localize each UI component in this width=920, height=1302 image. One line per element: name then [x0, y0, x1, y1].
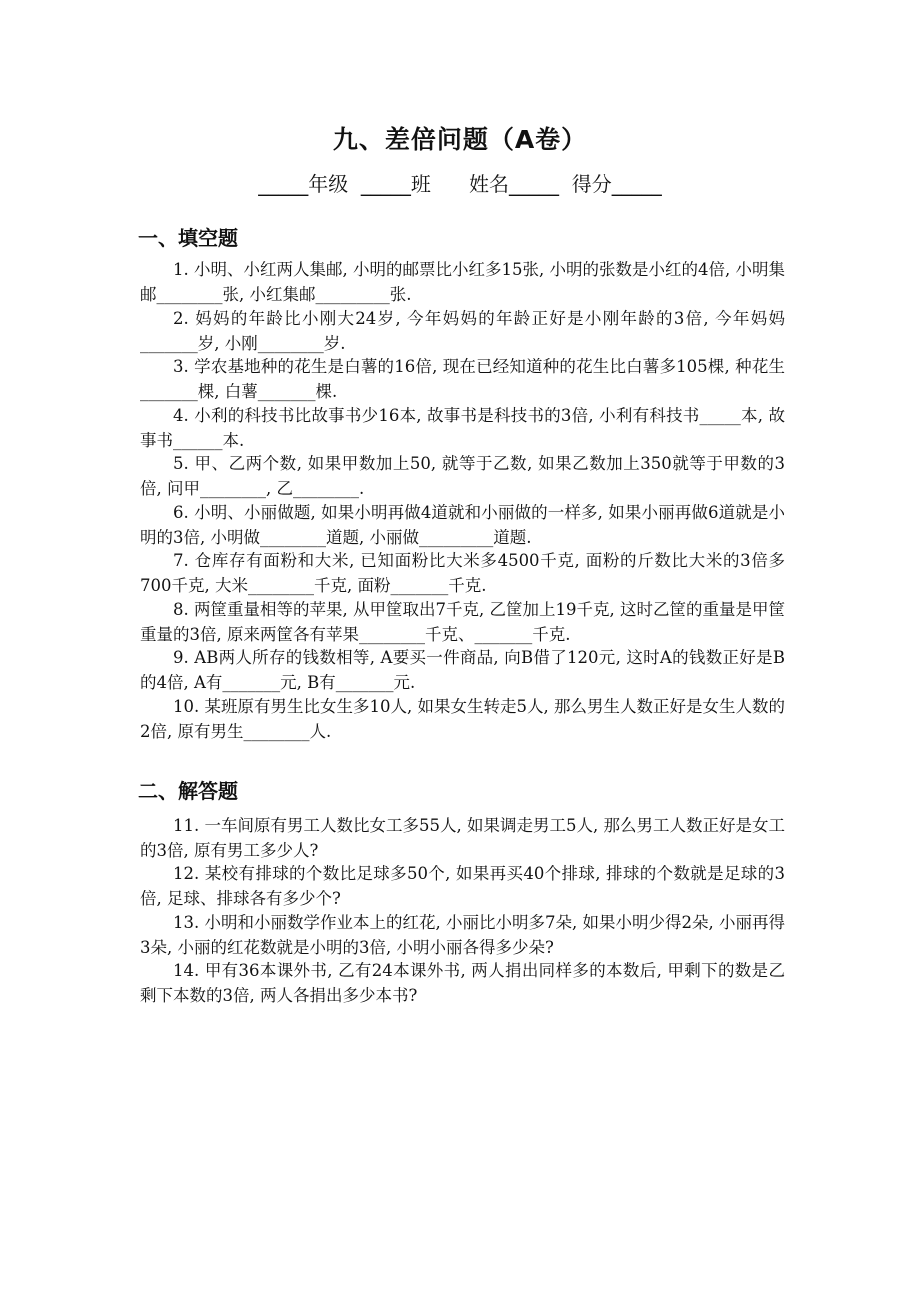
question-7: 7. 仓库存有面粉和大米, 已知面粉比大米多4500千克, 面粉的斤数比大米的3倍多700千克, 大米________千克, 面粉_______千克.	[140, 551, 785, 595]
section-answer-heading: 二、解答题	[138, 779, 238, 803]
question-5: 5. 甲、乙两个数, 如果甲数加上50, 就等于乙数, 如果乙数加上350就等于甲数的3倍, 问甲________, 乙________.	[140, 454, 785, 498]
question-13: 13. 小明和小丽数学作业本上的红花, 小丽比小明多7朵, 如果小明少得2朵, 小丽再得3朵, 小丽的红花数就是小明的3倍, 小明小丽各得多少朵?	[140, 913, 785, 957]
question-2: 2. 妈妈的年龄比小刚大24岁, 今年妈妈的年龄正好是小刚年龄的3倍, 今年妈妈_______岁, 小刚________岁.	[140, 309, 785, 353]
question-12: 12. 某校有排球的个数比足球多50个, 如果再买40个排球, 排球的个数就是足球的3倍, 足球、排球各有多少个?	[140, 864, 785, 908]
section-fill-in-heading: 一、填空题	[138, 226, 238, 250]
question-4: 4. 小利的科技书比故事书少16本, 故事书是科技书的3倍, 小利有科技书_____本, 故事书______本.	[140, 406, 785, 450]
question-11: 11. 一车间原有男工人数比女工多55人, 如果调走男工5人, 那么男工人数正好是女工的3倍, 原有男工多少人?	[140, 816, 785, 860]
question-8: 8. 两筐重量相等的苹果, 从甲筐取出7千克, 乙筐加上19千克, 这时乙筐的重量是甲筐重量的3倍, 原来两筐各有苹果________千克、_______千克.	[140, 600, 785, 644]
question-10: 10. 某班原有男生比女生多10人, 如果女生转走5人, 那么男生人数正好是女生人数的2倍, 原有男生________人.	[140, 697, 785, 741]
question-1: 1. 小明、小红两人集邮, 小明的邮票比小红多15张, 小明的张数是小红的4倍, 小明集邮________张, 小红集邮_________张.	[140, 260, 785, 304]
page-title: 九、差倍问题（A卷）	[332, 125, 588, 154]
question-3: 3. 学农基地种的花生是白薯的16倍, 现在已经知道种的花生比白薯多105棵, 种花生_______棵, 白薯_______棵.	[140, 357, 785, 401]
question-14: 14. 甲有36本课外书, 乙有24本课外书, 两人捐出同样多的本数后, 甲剩下的数是乙剩下本数的3倍, 两人各捐出多少本书?	[140, 961, 785, 1005]
question-9: 9. AB两人所存的钱数相等, A要买一件商品, 向B借了120元, 这时A的钱数正好是B的4倍, A有_______元, B有_______元.	[140, 648, 785, 692]
question-6: 6. 小明、小丽做题, 如果小明再做4道就和小丽做的一样多, 如果小丽再做6道就是小明的3倍, 小明做________道题, 小丽做_________道题.	[140, 503, 785, 547]
student-info-line: _____年级 _____班 姓名_____ 得分_____	[258, 172, 662, 196]
